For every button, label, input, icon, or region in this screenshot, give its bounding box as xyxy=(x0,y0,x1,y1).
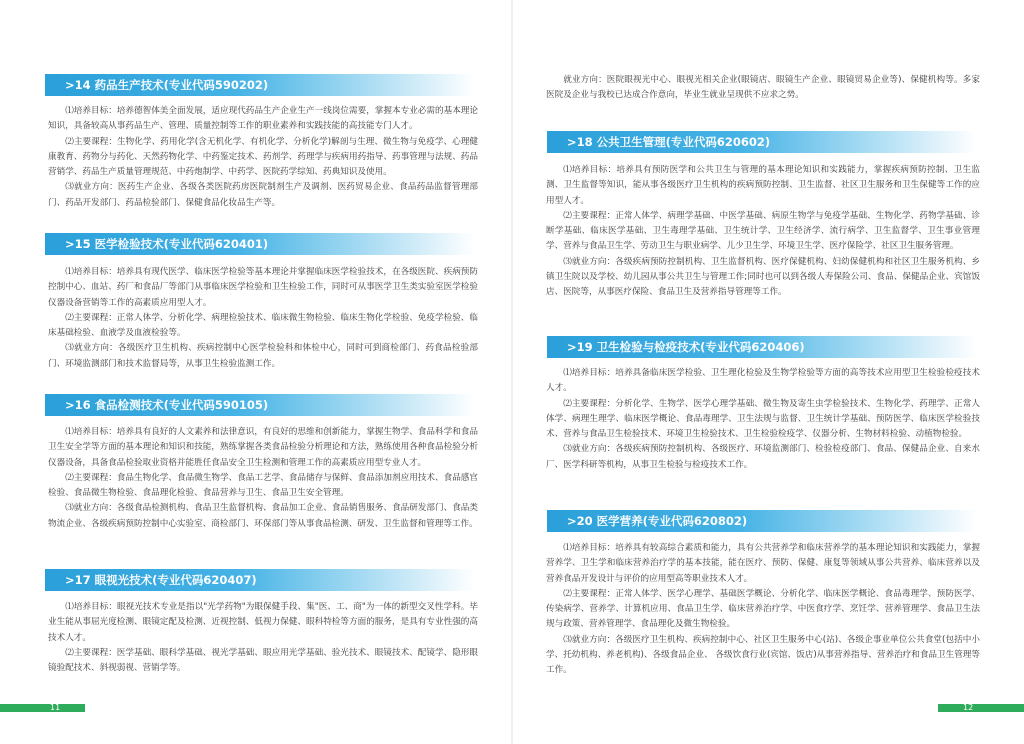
paragraph-goal: ⑴培养目标：培养德智体美全面发展，适应现代药品生产企业生产一线岗位需要，掌握本专业必需的基本理论知识，具备较高从事药品生产、管理、质量控制等工作的职业素养和实践技能的高技能专门人才。 xyxy=(48,106,478,132)
paragraph-employment: ⑶就业方向：各级食品检测机构、食品卫生监督机构、食品加工企业、食品销售服务、食品研发部门、食品类物流企业、各级疾病预防控制中心实验室、商检部门、环保部门等从事食品检测、研发、卫生监督和管理等工作。 xyxy=(48,503,478,529)
section-header-14: >14 药品生产技术(专业代码590202) xyxy=(45,74,475,96)
paragraph-employment: ⑶就业方向：各级疾病预防控制机构、各级医疗、环境监测部门、检验检疫部门、食品、保健品企业、自来水厂、医学科研等机构，从事卫生检验与检疫技术工作。 xyxy=(546,444,980,470)
section-header-20: >20 医学营养(专业代码620802) xyxy=(547,510,977,532)
paragraph-goal: ⑴培养目标：培养具有预防医学和公共卫生与管理的基本理论知识和实践能力，掌握疾病预防控制、卫生监测、卫生监督等知识，能从事各级医疗卫生机构的疾病预防控制、卫生监督、社区卫生服务和卫生保健等工作的应用型人才。 xyxy=(546,165,980,206)
paragraph-employment: ⑶就业方向：各级医疗卫生机构、疾病控制中心医学检验科和体检中心，同时可到商检部门、药食品检验部门、环境监测部门和技术监督局等，从事卫生检验监测工作。 xyxy=(48,343,478,369)
paragraph-courses: ⑵主要课程：食品生物化学、食品微生物学、食品工艺学、食品储存与保鲜、食品添加剂应用技术、食品感官检验、食品微生物检验、食品理化检验、食品营养与卫生、食品卫生安全管理。 xyxy=(48,472,478,499)
section-body-17 xyxy=(48,600,478,676)
paragraph-courses: ⑵主要课程：医学基础、眼科学基础、视光学基础、眼应用光学基础、验光技术、眼镜技术、配镜学、隐形眼镜验配技术、斜视弱视、营销学等。 xyxy=(48,647,478,674)
section-header-19: >19 卫生检验与检疫技术(专业代码620406) xyxy=(547,336,977,358)
paragraph-courses: ⑵主要课程：分析化学、生物学、医学心理学基础、微生物及寄生虫学检验技术、生物化学、药理学、正常人体学、病理生理学、临床医学概论、食品毒理学、卫生法规与监督、卫生统计学基础、预防医学、临床医学检验技术、营养与食品卫生检验技术、环境卫生检验技术、卫生检验检疫学、仪器分析、生物材料检验、动植物检验。 xyxy=(546,398,980,440)
section-body-20 xyxy=(546,541,980,679)
intro-continuation xyxy=(546,73,980,104)
section-header-18: >18 公共卫生管理(专业代码620602) xyxy=(547,131,977,153)
section-body-15 xyxy=(48,265,478,372)
page-number: 12 xyxy=(963,703,974,712)
page-number: 11 xyxy=(50,703,61,712)
paragraph-employment: 就业方向：医院眼视光中心、眼视光相关企业(眼镜店、眼镜生产企业、眼镜贸易企业等)、保健机构等。多家医院及企业与我校已达成合作意向，毕业生就业呈现供不应求之势。 xyxy=(546,75,980,101)
paragraph-goal: ⑴培养目标：培养具有现代医学、临床医学检验等基本理论并掌握临床医学检验技术，在各级医院、疾病预防控制中心、血站、药厂和食品厂等部门从事临床医学检验和卫生检验工作，同时可从事医学卫生类实验室医学检验仪器设备营销等工作的高素质应用型人才。 xyxy=(48,267,478,308)
section-body-18 xyxy=(546,163,980,301)
paragraph-courses: ⑵主要课程：生物化学、药用化学(含无机化学、有机化学、分析化学)解剖与生理、微生物与免疫学、心理健康教育、药物分与药化、天然药物化学、中药鉴定技术、药剂学、药理学与疾病用药指导、药事管理与法规、药品营销学、药品生产质量管理规范、中药炮制学、中药学、医院药学综知、药典知识及使用。 xyxy=(48,136,478,178)
footer-bar xyxy=(0,704,85,712)
paragraph-goal: ⑴培养目标：培养具备临床医学检验、卫生理化检验及生物学检验等方面的高等技术应用型卫生检验检疫技术人才。 xyxy=(546,368,980,394)
section-header-16: >16 食品检测技术(专业代码590105) xyxy=(45,394,475,416)
paragraph-employment: ⑶就业方向：各级医疗卫生机构、疾病控制中心、社区卫生服务中心(站)、各级企事业单位公共食堂(包括中小学、托幼机构、养老机构)、各级食品企业、 各级饮食行业(宾馆、饭店)从事营养指导、营养治疗和食品卫生管理等工作。 xyxy=(546,634,980,676)
section-body-16 xyxy=(48,425,478,532)
section-header-17: >17 眼视光技术(专业代码620407) xyxy=(45,569,475,591)
paragraph-courses: ⑵主要课程：正常人体学、分析化学、病理检验技术、临床微生物检验、临床生物化学检验、免疫学检验、临床基础检验、血液学及血液检验等。 xyxy=(48,312,478,339)
footer-bar xyxy=(938,704,1024,712)
section-header-15: >15 医学检验技术(专业代码620401) xyxy=(45,233,475,255)
paragraph-goal: ⑴培养目标：眼视光技术专业是指以"光学药物"为眼保健手段、集"医、工、商"为一体的新型交叉性学科。毕业生能从事屈光度检测、眼镜定配及检测、近视控制、低视力保健、眼科特检等方面的服务，是具有专业性强的高技术人才。 xyxy=(48,602,478,643)
paragraph-courses: ⑵主要课程：正常人体学、医学心理学、基础医学概论、分析化学、临床医学概论、食品毒理学、预防医学、传染病学、营养学、计算机应用、食品卫生学、临床营养治疗学、中医食疗学、烹饪学、营养管理学、食品卫生法规与政策、营养管理学、食品理化及微生物检验。 xyxy=(546,588,980,630)
section-body-14 xyxy=(48,104,478,211)
paragraph-goal: ⑴培养目标：培养具有较高综合素质和能力，具有公共营养学和临床营养学的基本理论知识和实践能力，掌握营养学、卫生学和临床营养治疗学的基本技能，能在医疗、预防、保健、康复等领域从事公共营养、临床营养以及营养食品开发设计与评价的应用型高等职业技术人才。 xyxy=(546,543,980,584)
paragraph-employment: ⑶就业方向：医药生产企业、各级各类医院药房医院制剂生产及调剂、医药贸易企业、食品药品监督管理部门、药品开发部门、药品检验部门、保健食品化妆品生产等。 xyxy=(48,182,478,208)
paragraph-employment: ⑶就业方向：各级疾病预防控制机构、卫生监督机构、医疗保健机构、妇幼保健机构和社区卫生服务机构、乡镇卫生院以及学校、幼儿园从事公共卫生与管理工作;同时也可以到各级人寿保险公司、食品、保健品企业、宾馆饭店、医院等，从事医疗保险、食品卫生及营养指导管理等工作。 xyxy=(546,256,980,298)
paragraph-courses: ⑵主要课程：正常人体学、病理学基础、中医学基础、病原生物学与免疫学基础、生物化学、药物学基础、诊断学基础、临床医学基础、卫生毒理学基础、卫生统计学、卫生经济学、流行病学、卫生监督学、卫生事业管理学、营养与食品卫生学、劳动卫生与职业病学、儿少卫生学、环境卫生学、医疗保险学、社区卫生服务管理。 xyxy=(546,210,980,252)
paragraph-goal: ⑴培养目标：培养具有良好的人文素养和法律意识，有良好的思维和创新能力，掌握生物学、食品科学和食品卫生安全学等方面的基本理论和知识和技能，熟练掌握各类食品检验分析理论和方法，熟练使用各种食品检验分析仪器设备，具备食品检验取业资格并能胜任食品安全卫生检测和管理工作的高素质应用型专业人才。 xyxy=(48,427,478,468)
section-body-19 xyxy=(546,366,980,473)
right-page xyxy=(512,0,1024,744)
